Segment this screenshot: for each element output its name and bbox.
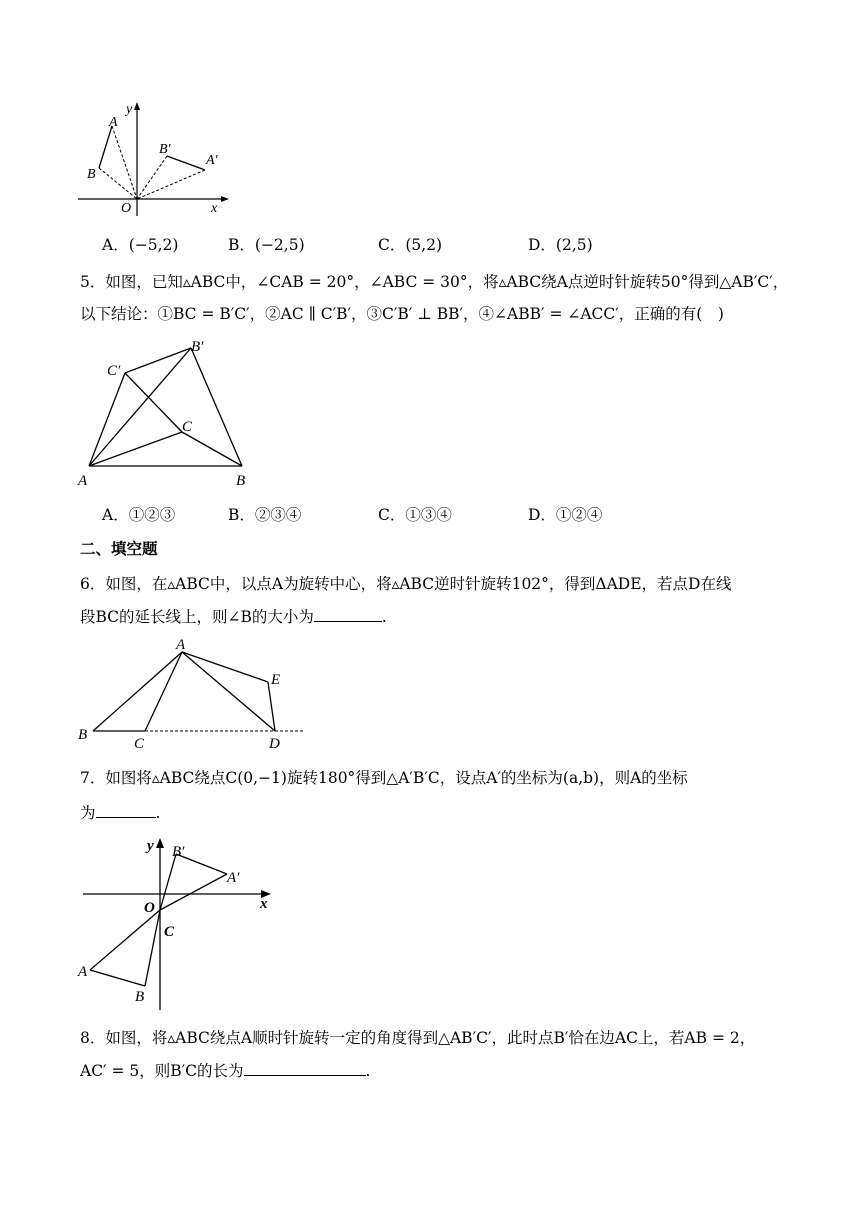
label-b: B <box>236 473 246 489</box>
label-b: B <box>78 727 88 743</box>
q7-stem-end: . <box>155 804 161 822</box>
label-a: A <box>78 964 88 980</box>
q7-figure <box>75 832 280 1012</box>
q5-option-d[interactable]: D．①②④ <box>528 506 603 524</box>
q8-stem-end: . <box>365 1062 371 1080</box>
x-axis-arrow-icon <box>221 196 229 202</box>
label-e: E <box>271 672 281 688</box>
q6-stem-end: . <box>381 608 387 626</box>
q5-option-b[interactable]: B．②③④ <box>228 506 302 524</box>
label-b-prime: B′ <box>159 142 171 157</box>
label-d: D <box>269 736 280 750</box>
label-y: y <box>126 102 133 117</box>
label-a-prime: A′ <box>206 153 218 168</box>
q5-stem-line2: 以下结论：①BC = B′C′，②AC ∥ C′B′，③C′B′ ⊥ BB′，④∠ABB′ = ∠ACC′，正确的有( ) <box>80 305 724 323</box>
label-b-prime: B′ <box>172 844 185 860</box>
q6-figure <box>75 635 310 750</box>
q5-option-c[interactable]: C．①③④ <box>378 506 452 524</box>
section-heading: 二、填空题 <box>80 539 158 558</box>
label-c-prime: C′ <box>107 363 121 379</box>
q5-option-a[interactable]: A．①②③ <box>102 506 176 524</box>
q6-stem-line1: 6．如图，在▵ABC中，以点A为旋转中心，将▵ABC逆时针旋转102°，得到ΔADE，若点D在线 <box>80 575 732 593</box>
label-a: A <box>176 637 186 653</box>
q4-option-a[interactable]: A．(−5,2) <box>102 236 179 254</box>
y-axis-arrow-icon <box>134 102 140 110</box>
label-b: B <box>87 167 96 182</box>
label-x: x <box>211 201 218 216</box>
q8-stem-line2 <box>80 1059 370 1082</box>
y-axis-arrow-icon <box>156 838 164 848</box>
label-a: A <box>78 473 88 489</box>
q7-answer-blank[interactable] <box>96 801 156 818</box>
label-b: B <box>135 989 145 1005</box>
q7-stem-line1: 7．如图将▵ABC绕点C(0,−1)旋转180°得到△A′B′C，设点A′的坐标为(a,b)，则A的坐标 <box>80 769 688 787</box>
q8-answer-blank[interactable] <box>244 1059 366 1076</box>
q6-answer-blank[interactable] <box>314 605 382 622</box>
q8-stem-line1: 8．如图，将▵ABC绕点A顺时针旋转一定的角度得到△AB′C′，此时点B′恰在边AC上，若AB = 2， <box>80 1029 756 1047</box>
label-c: C <box>164 924 175 940</box>
q5-stem-line1: 5．如图，已知▵ABC中，∠CAB = 20°，∠ABC = 30°，将▵ABC绕A点逆时针旋转50°得到△AB′C′， <box>80 273 789 291</box>
q6-stem-text: 段BC的延长线上，则∠B的大小为 <box>80 608 314 626</box>
q4-option-d[interactable]: D．(2,5) <box>528 236 593 254</box>
label-b-prime: B′ <box>191 339 204 355</box>
q5-figure <box>75 335 265 490</box>
label-c: C <box>134 736 145 750</box>
label-c: C <box>182 419 193 435</box>
q8-stem-text: AC′ = 5，则B′C的长为 <box>80 1062 244 1080</box>
label-o: O <box>121 201 132 216</box>
q6-stem-line2 <box>80 605 387 628</box>
label-a: A <box>109 115 118 130</box>
q4-option-c[interactable]: C．(5,2) <box>378 236 443 254</box>
label-a-prime: A′ <box>227 870 240 886</box>
q4-option-b[interactable]: B．(−2,5) <box>228 236 305 254</box>
label-o: O <box>144 900 155 916</box>
label-y: y <box>147 838 154 854</box>
label-x: x <box>260 896 268 912</box>
q4-figure <box>75 98 235 218</box>
q7-stem-line2 <box>80 801 160 824</box>
q7-stem-text: 为 <box>80 804 96 822</box>
